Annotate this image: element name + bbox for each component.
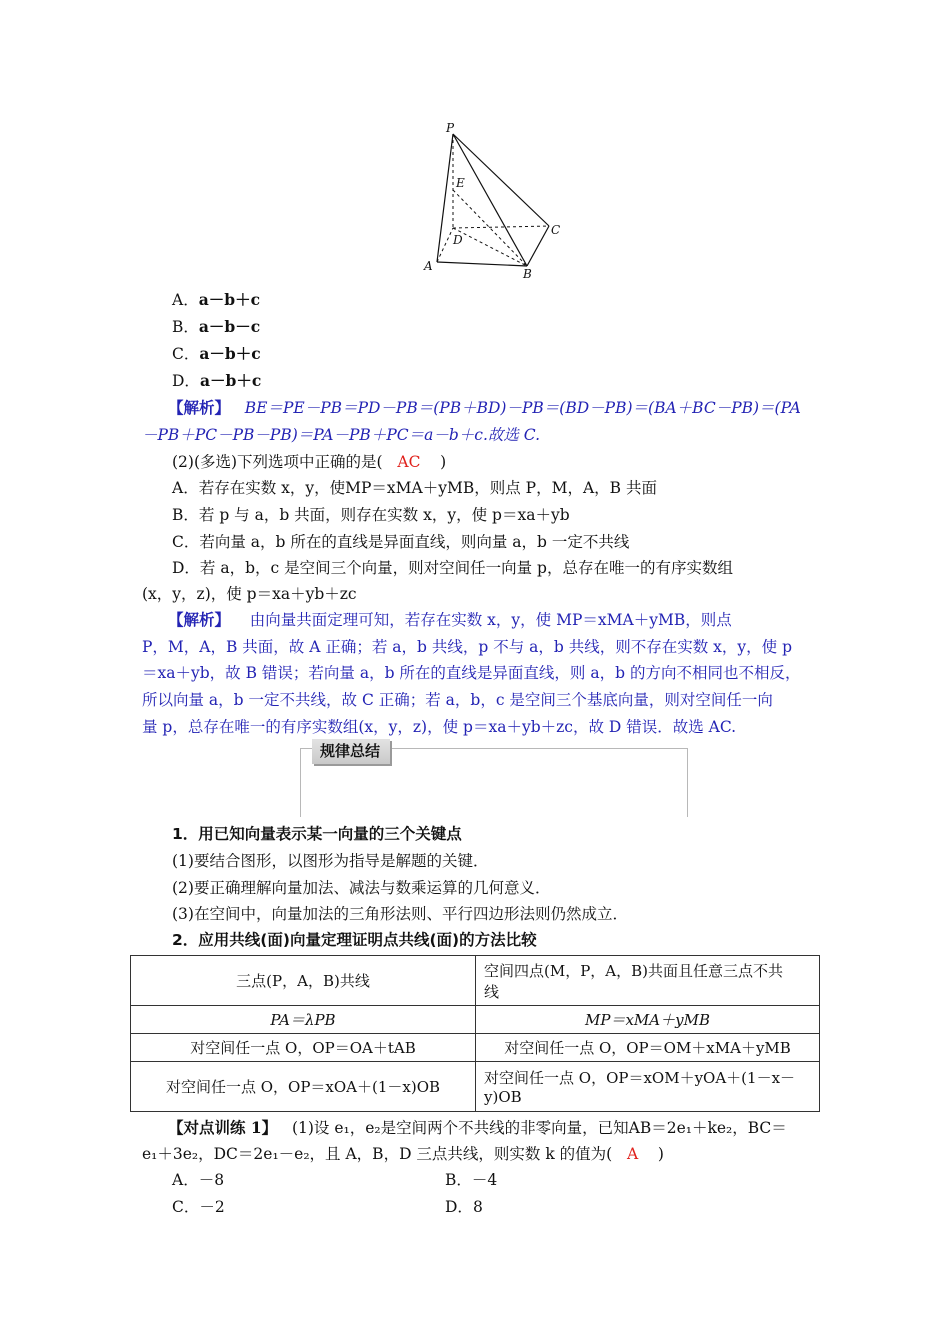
label-c: C bbox=[551, 223, 561, 237]
table-cell: 三点(P，A，B)共线 bbox=[131, 956, 476, 1006]
q1-option-b: B．a－b－c bbox=[172, 317, 261, 336]
summary-label: 规律总结 bbox=[312, 739, 390, 764]
q2-option-b: B．若 p 与 a，b 共面，则存在实数 x，y，使 p＝xa＋yb bbox=[172, 506, 570, 524]
label-b: B bbox=[523, 267, 532, 281]
practice-option-c: C．－2 bbox=[172, 1198, 225, 1216]
edge-pb bbox=[453, 134, 527, 266]
q2-answer: AC bbox=[397, 453, 421, 471]
q2-analysis-line4: 所以向量 a，b 一定不共线，故 C 正确；若 a，b，c 是空间三个基底向量，则对空间任一向 bbox=[142, 691, 773, 709]
table-cell: 对空间任一点 O，OP＝xOA＋(1－x)OB bbox=[131, 1062, 476, 1112]
label-d: D bbox=[453, 233, 463, 247]
table-row bbox=[131, 1006, 820, 1034]
edge-bc bbox=[527, 226, 549, 266]
practice-line2: e₁＋3e₂，DC＝2e₁－e₂，且 A，B，D 三点共线，则实数 k 的值为( A ) bbox=[142, 1145, 664, 1163]
q2-option-a: A．若存在实数 x，y，使MP＝xMA＋yMB，则点 P，M，A，B 共面 bbox=[172, 479, 657, 497]
edge-pc bbox=[453, 134, 549, 226]
edge-dc bbox=[453, 226, 549, 228]
q2-option-c: C．若向量 a，b 所在的直线是异面直线，则向量 a，b 一定不共线 bbox=[172, 533, 630, 551]
label-p: P bbox=[446, 121, 455, 135]
q1-analysis-line1: 【解析】 BE＝PE－PB＝PD－PB＝(PB＋BD)－PB＝(BD－PB)＝(BA＋BC－PB)＝(PA bbox=[168, 398, 801, 417]
q2-analysis-line3: ＝xa＋yb，故 B 错误；若向量 a，b 所在的直线是异面直线，则 a，b 的方向不相同也不相反， bbox=[142, 664, 801, 682]
q2-option-d-cont: (x，y，z)，使 p＝xa＋yb＋zc bbox=[142, 585, 357, 603]
q2-option-d: D．若 a，b，c 是空间三个向量，则对空间任一向量 p，总存在唯一的有序实数组 bbox=[172, 559, 733, 577]
label-e: E bbox=[456, 176, 465, 190]
table-cell: 对空间任一点 O，OP＝OA＋tAB bbox=[131, 1034, 476, 1062]
q1-option-d: D．a－b＋c bbox=[172, 371, 262, 390]
q2-analysis-line1: 【解析】 由向量共面定理可知，若存在实数 x，y，使 MP＝xMA＋yMB，则点 bbox=[168, 610, 732, 629]
summary-point-2: (2)要正确理解向量加法、减法与数乘运算的几何意义． bbox=[172, 879, 551, 897]
summary-heading-1: 1．用已知向量表示某一向量的三个关键点 bbox=[172, 825, 462, 843]
practice-option-a: A．－8 bbox=[172, 1171, 225, 1189]
q2-stem: (2)(多选)下列选项中正确的是( AC ) bbox=[172, 453, 447, 471]
table-cell: 对空间任一点 O，OP＝OM＋xMA＋yMB bbox=[476, 1034, 820, 1062]
practice-option-d: D．8 bbox=[445, 1198, 483, 1216]
q1-option-c: C．a－b＋c bbox=[172, 344, 261, 363]
table-cell: 空间四点(M，P，A，B)共面且任意三点不共 线 bbox=[476, 956, 820, 1006]
table-row bbox=[131, 956, 820, 1006]
table-row bbox=[131, 1062, 820, 1112]
table-row bbox=[131, 1034, 820, 1062]
summary-point-3: (3)在空间中，向量加法的三角形法则、平行四边形法则仍然成立． bbox=[172, 905, 628, 923]
pyramid-figure bbox=[415, 120, 575, 285]
label-a: A bbox=[424, 259, 433, 273]
edge-ab bbox=[437, 262, 527, 266]
practice-tag: 【对点训练 1】 bbox=[168, 1118, 278, 1137]
practice-line1: 【对点训练 1】 (1)设 e₁，e₂是空间两个不共线的非零向量，已知AB＝2e₁＋ke₂，BC＝ bbox=[168, 1118, 787, 1137]
summary-heading-2: 2．应用共线(面)向量定理证明点共线(面)的方法比较 bbox=[172, 931, 537, 949]
comparison-table bbox=[130, 955, 820, 1112]
table-cell: MP＝xMA＋yMB bbox=[476, 1006, 820, 1034]
table-cell: PA＝λPB bbox=[131, 1006, 476, 1034]
practice-option-b: B．－4 bbox=[445, 1171, 498, 1189]
q2-analysis-line5: 量 p，总存在唯一的有序实数组(x，y，z)，使 p＝xa＋yb＋zc，故 D 错误．故选 AC. bbox=[142, 718, 737, 736]
edge-pa bbox=[437, 134, 453, 262]
summary-point-1: (1)要结合图形，以图形为指导是解题的关键． bbox=[172, 852, 489, 870]
q1-analysis-line2: －PB＋PC－PB－PB)＝PA－PB＋PC＝a－b＋c.故选 C. bbox=[142, 426, 541, 444]
edge-eb bbox=[453, 190, 527, 266]
practice-answer: A bbox=[627, 1145, 639, 1163]
table-cell: 对空间任一点 O，OP＝xOM＋yOA＋(1－x－ y)OB bbox=[476, 1062, 820, 1112]
q1-option-a: A．a－b＋c bbox=[172, 290, 261, 309]
q2-analysis-line2: P，M，A，B 共面，故 A 正确；若 a，b 共线，p 不与 a，b 共线，则不存在实数 x，y，使 p bbox=[142, 638, 793, 656]
